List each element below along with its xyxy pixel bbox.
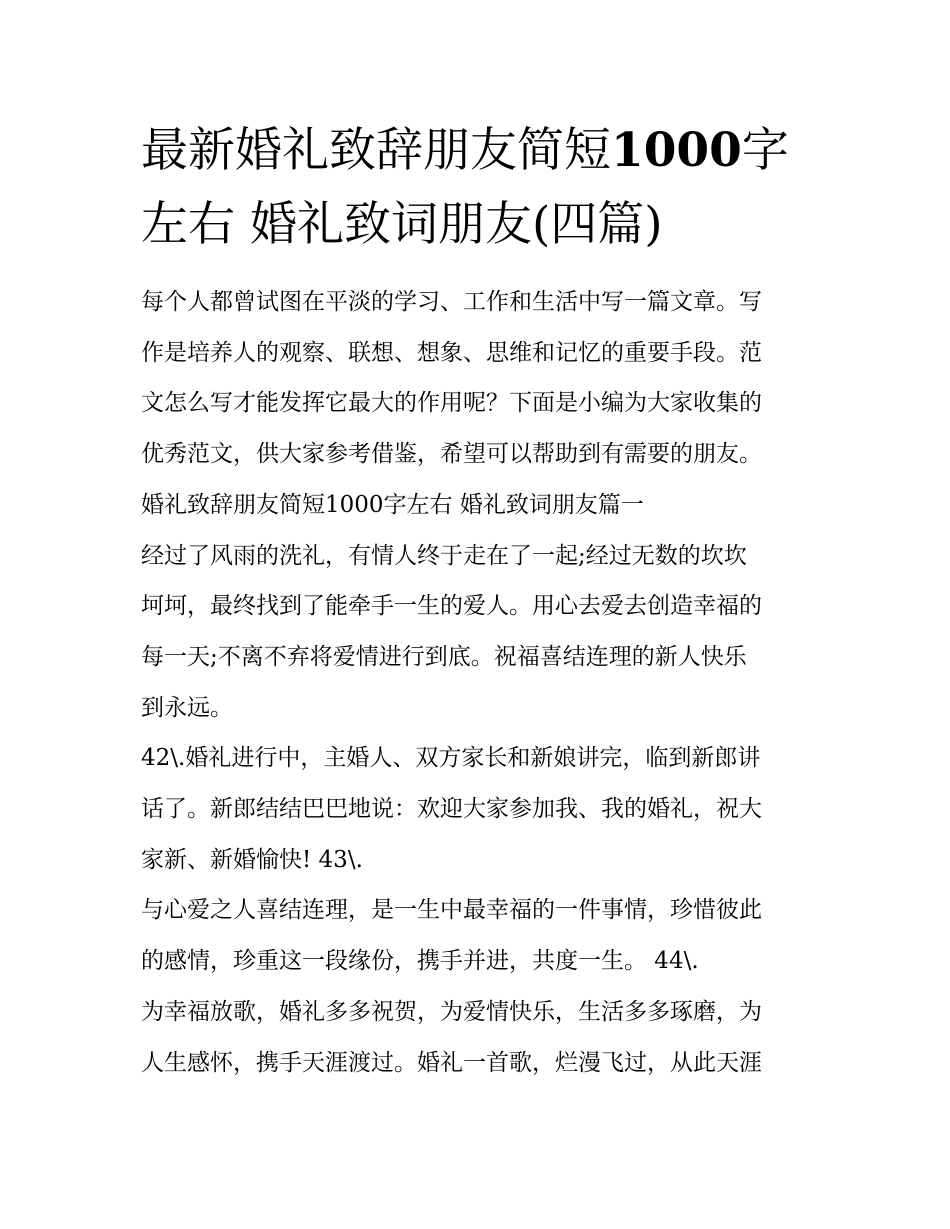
- section-heading: [141, 480, 821, 531]
- text-line: 家新、新婚愉快! 43\.: [141, 846, 363, 873]
- title-line-2: 左右 婚礼致词朋友(四篇): [141, 197, 663, 252]
- title-number: 1000: [611, 123, 742, 178]
- text-line: 文怎么写才能发挥它最大的作用呢？下面是小编为大家收集的: [141, 390, 762, 417]
- text-line: 到永远。: [141, 694, 233, 721]
- text-line: 人生感怀，携手天涯渡过。婚礼一首歌，烂漫飞过，从此天涯: [141, 1049, 762, 1076]
- text-line: 每一天;不离不弃将爱情进行到底。祝福喜结连理的新人快乐: [141, 643, 747, 670]
- body-text: [141, 277, 821, 1088]
- text-line: 的感情，珍重这一段缘份，携手并进，共度一生。 44\.: [141, 948, 699, 975]
- title-line-1: 最新婚礼致辞朋友简短1000字: [141, 123, 789, 178]
- text-line: 优秀范文，供大家参考借鉴，希望可以帮助到有需要的朋友。: [141, 441, 762, 468]
- text-line: 42\.婚礼进行中，主婚人、双方家长和新娘讲完，临到新郎讲: [141, 745, 761, 772]
- paragraph-intro: [141, 277, 821, 480]
- paragraph-44: [141, 987, 821, 1088]
- page-title: [141, 114, 821, 262]
- text-line: 作是培养人的观察、联想、想象、思维和记忆的重要手段。范: [141, 339, 762, 366]
- text-line: 坷坷，最终找到了能牵手一生的爱人。用心去爱去创造幸福的: [141, 593, 762, 620]
- paragraph-blessing-1: [141, 531, 821, 734]
- text-line: 经过了风雨的洗礼，有情人终于走在了一起;经过无数的坎坎: [141, 542, 747, 569]
- text-line: 话了。新郎结结巴巴地说：欢迎大家参加我、我的婚礼，祝大: [141, 796, 762, 823]
- text-line: 为幸福放歌，婚礼多多祝贺，为爱情快乐，生活多多琢磨，为: [141, 998, 762, 1025]
- text-line: 每个人都曾试图在平淡的学习、工作和生活中写一篇文章。写: [141, 289, 762, 315]
- text-line: 与心爱之人喜结连理，是一生中最幸福的一件事情，珍惜彼此: [141, 897, 762, 924]
- paragraph-42: [141, 733, 821, 885]
- paragraph-43: [141, 885, 821, 986]
- text-line: 婚礼致辞朋友简短1000字左右 婚礼致词朋友篇一: [141, 491, 644, 518]
